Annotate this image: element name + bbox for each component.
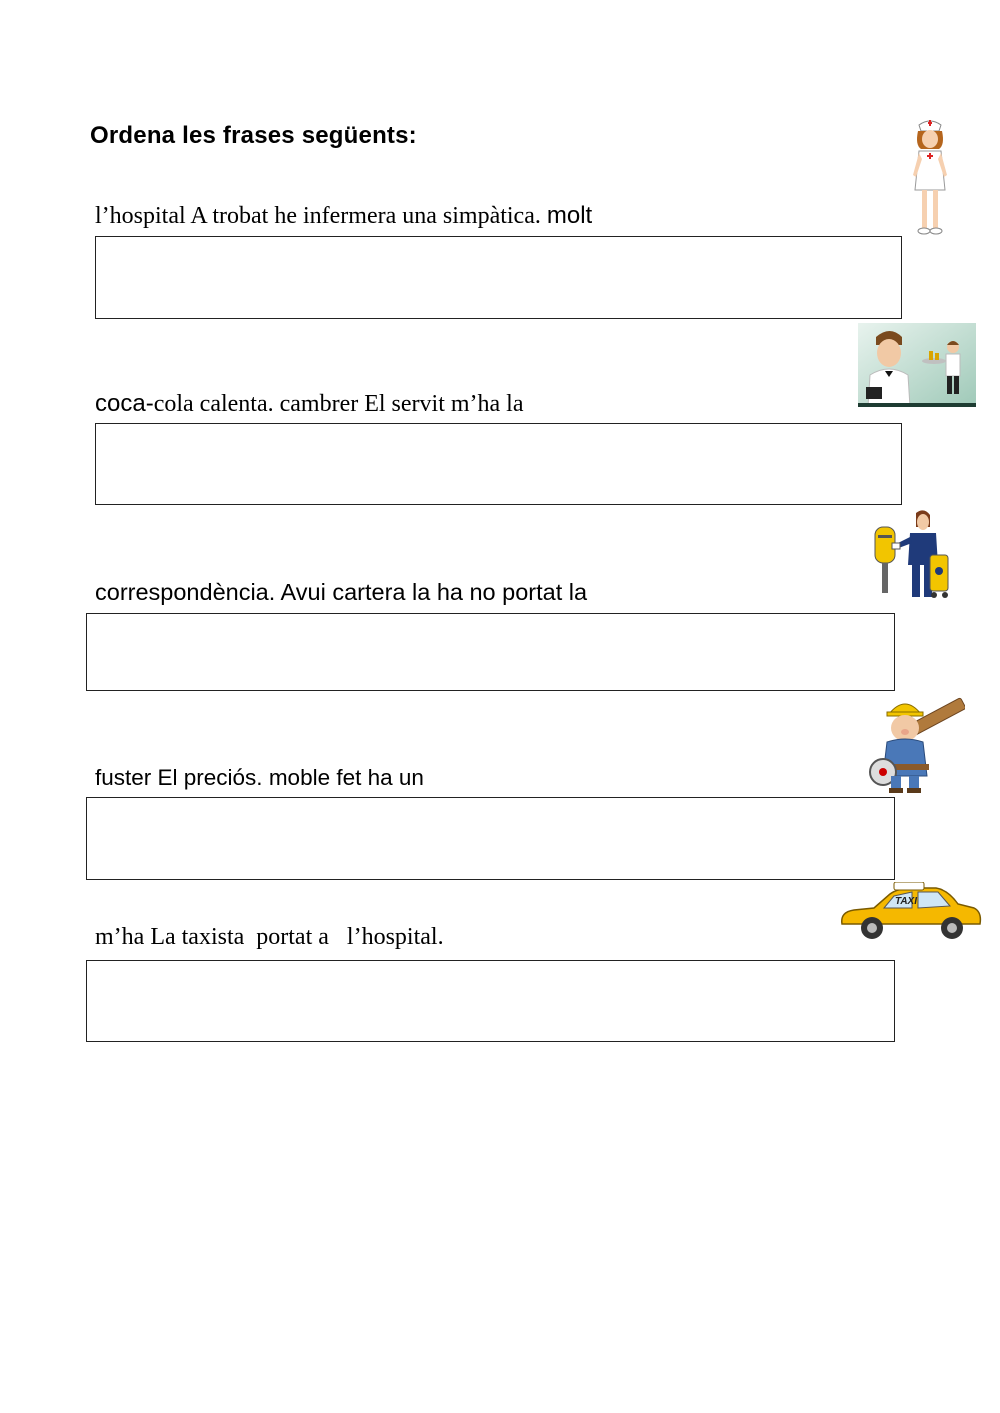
carpenter-icon	[865, 690, 965, 795]
scrambled-sentence-5: m’ha La taxista portat a l’hospital.	[95, 924, 444, 950]
taxi-icon	[838, 882, 983, 942]
waiter-icon	[858, 323, 976, 407]
mail-carrier-icon	[872, 507, 952, 602]
nurse-icon	[905, 115, 955, 240]
answer-box-1[interactable]	[95, 236, 902, 319]
sentence-1-part-a: l’hospital A trobat he infermera una simpàtica.	[95, 203, 547, 229]
answer-box-5[interactable]	[86, 960, 895, 1042]
sentence-2-part-b: cola calenta. cambrer El servit m’ha la	[153, 391, 524, 417]
taxi-sign-text: TAXI	[894, 896, 918, 907]
worksheet-title: Ordena les frases següents:	[90, 122, 417, 149]
scrambled-sentence-4: fuster El preciós. moble fet ha un	[95, 765, 424, 790]
sentence-1-part-b: molt	[546, 202, 593, 229]
sentence-2-part-a: coca-	[95, 390, 154, 417]
answer-box-2[interactable]	[95, 423, 902, 505]
scrambled-sentence-3: correspondència. Avui cartera la ha no portat la	[95, 579, 588, 605]
answer-box-4[interactable]	[86, 797, 895, 880]
scrambled-sentence-2	[95, 390, 524, 418]
answer-box-3[interactable]	[86, 613, 895, 691]
scrambled-sentence-1	[95, 202, 592, 230]
